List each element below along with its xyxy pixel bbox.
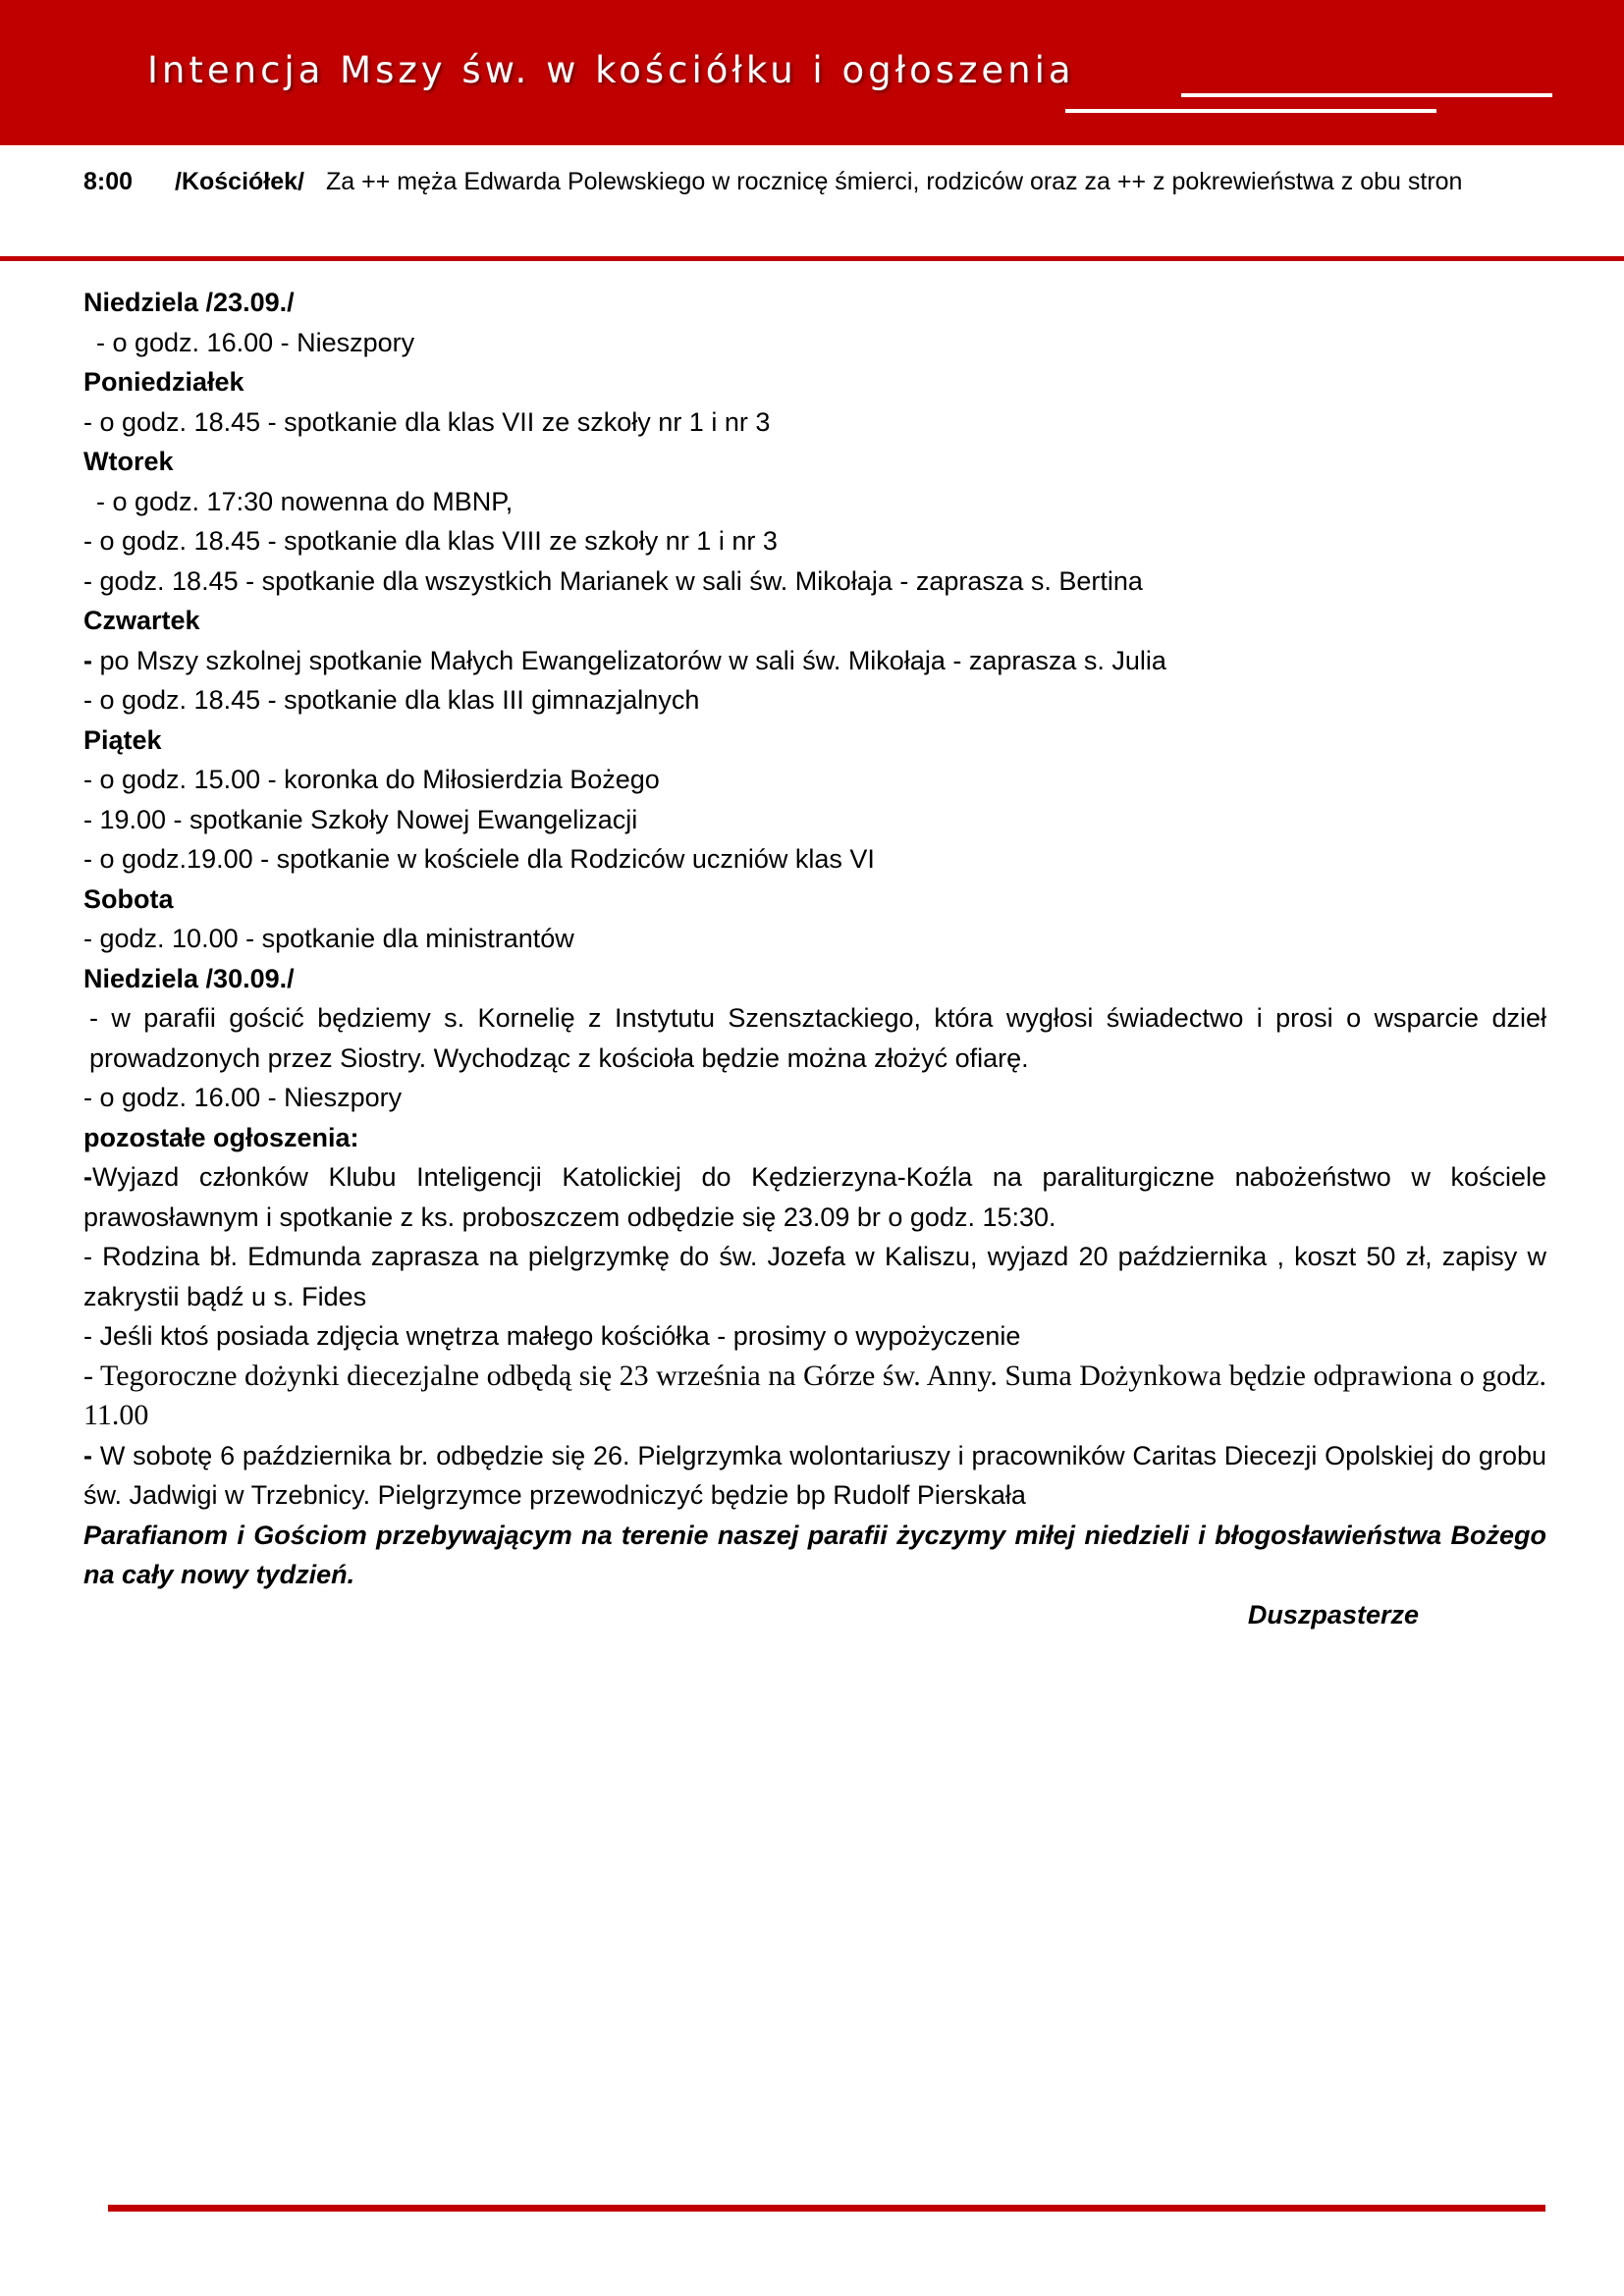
announcement-item: - w parafii gościć będziemy s. Kornelię z Instytutu Szensztackiego, która wygłosi świadectwo i prosi o wsparcie dzieł prowadzonych przez Siostry. Wychodząc z kościoła będzie można złożyć ofiarę. [89,1003,1546,1073]
footer-rule [108,2205,1545,2212]
announcement-item: - o godz. 15.00 - koronka do Miłosierdzia Bożego [83,765,660,794]
section-divider [0,256,1624,261]
announcement-item: - 19.00 - spotkanie Szkoły Nowej Ewangelizacji [83,804,638,834]
section-heading-other: pozostałe ogłoszenia: [83,1122,359,1152]
day-heading: Wtorek [83,447,174,476]
intention-place: /Kościółek/ [175,168,304,195]
announcement-item: - o godz. 16.00 - Nieszpory [83,1083,403,1112]
mass-intention [83,163,1546,200]
announcement-item: - Rodzina bł. Edmunda zaprasza na pielgrzymkę do św. Jozefa w Kaliszu, wyjazd 20 października , koszt 50 zł, zapisy w zakrystii bądź u s. Fides [83,1242,1546,1311]
item-text: W sobotę 6 października br. odbędzie się 26. Pielgrzymka wolontariuszy i pracowników Caritas Diecezji Opolskiej do grobu św. Jadwigi w Trzebnicy. Pielgrzymce przewodniczyć będzie bp Rudolf Pierskała [83,1440,1546,1510]
item-dash: - [83,1440,92,1470]
day-heading: Niedziela /23.09./ [83,288,295,317]
announcement-item [83,641,1546,681]
day-heading: Piątek [83,724,162,755]
announcement-item: - o godz. 18.45 - spotkanie dla klas III gimnazjalnych [83,685,700,715]
closing-wishes: Parafianom i Gościom przebywającym na terenie naszej parafii życzymy miłej niedzieli i błogosławieństwa Bożego na cały nowy tydzień. [83,1520,1546,1589]
announcement-item: - o godz. 18.45 - spotkanie dla klas VIII ze szkoły nr 1 i nr 3 [83,526,778,556]
intention-text-block [175,163,1546,200]
announcement-item: - godz. 18.45 - spotkanie dla wszystkich Marianek w sali św. Mikołaja - zaprasza s. Bertina [83,565,1143,596]
announcement-item: - o godz. 18.45 - spotkanie dla klas VII ze szkoły nr 1 i nr 3 [83,406,771,437]
announcement-item: - o godz. 16.00 - Nieszpory [96,327,415,357]
announcements [83,283,1546,1634]
item-text: Wyjazd członków Klubu Inteligencji Katolickiej do Kędzierzyna-Koźla na paraliturgiczne nabożeństwo w kościele prawosławnym i spotkanie z ks. proboszczem odbędzie się 23.09 br o godz. 15:30. [83,1162,1546,1232]
announcement-item: - o godz. 17:30 nowenna do MBNP, [96,486,514,516]
intention-text: Za ++ męża Edwarda Polewskiego w rocznicę śmierci, rodziców oraz za ++ z pokrewieństwa z obu stron [326,168,1463,195]
item-dash: - [83,645,92,675]
announcement-item: - Jeśli ktoś posiada zdjęcia wnętrza małego kościółka - prosimy o wypożyczenie [83,1321,1021,1351]
announcement-item [83,1157,1546,1237]
header-rule [1181,93,1552,97]
header-rule [1065,109,1436,113]
header-band [0,0,1624,145]
day-heading: Czwartek [83,606,200,635]
item-text: po Mszy szkolnej spotkanie Małych Ewangelizatorów w sali św. Mikołaja - zaprasza s. Julia [92,645,1166,675]
item-dash: - [83,1162,92,1192]
day-heading: Niedziela /30.09./ [83,963,295,993]
signature: Duszpasterze [1247,1599,1419,1629]
page-title: Intencja Mszy św. w kościółku i ogłoszenia [147,49,1075,91]
announcement-item: - o godz.19.00 - spotkanie w kościele dla Rodziców uczniów klas VI [83,844,875,874]
announcement-item: - Tegoroczne dożynki diecezjalne odbędą się 23 września na Górze św. Anny. Suma Dożynkowa będzie odprawiona o godz. 11.00 [83,1359,1546,1431]
day-heading: Sobota [83,883,174,914]
announcement-item: - godz. 10.00 - spotkanie dla ministrantów [83,924,574,953]
intention-time: 8:00 [83,168,134,195]
day-heading: Poniedziałek [83,367,244,397]
announcement-item [83,1436,1546,1516]
